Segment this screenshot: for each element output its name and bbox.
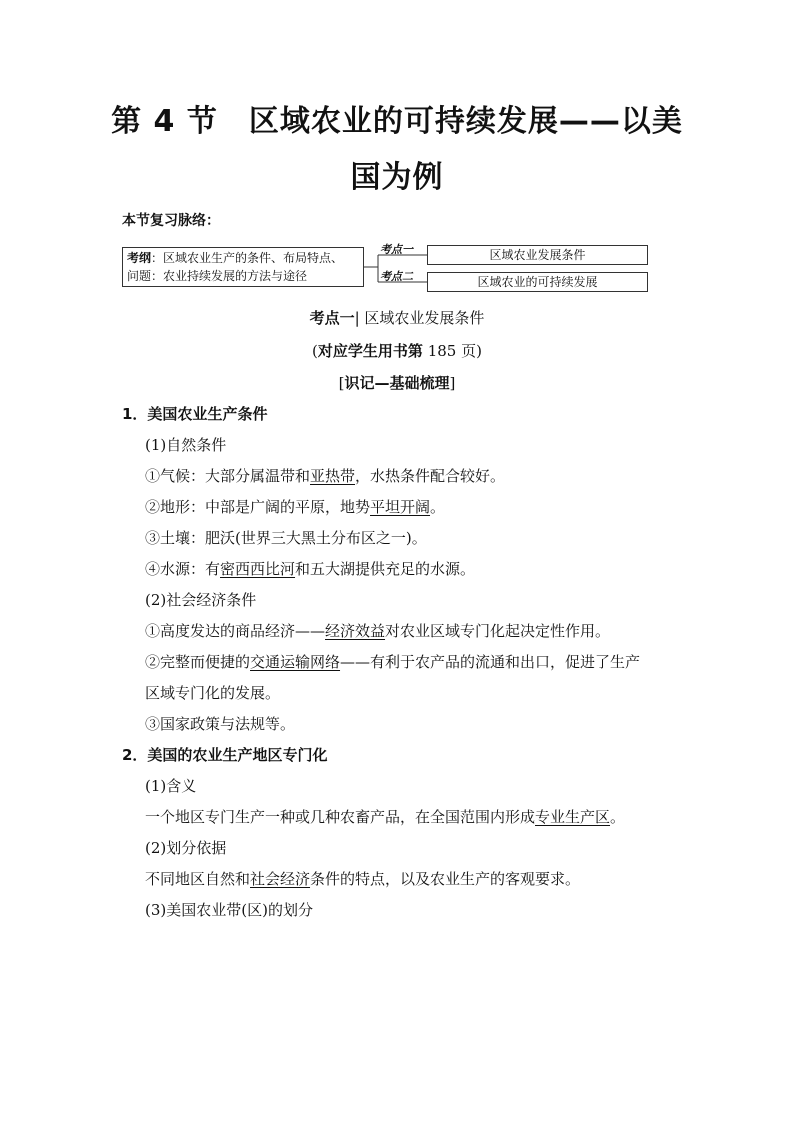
kaodian-2-box: 区域农业的可持续发展 (427, 272, 648, 292)
page-title-line1: 第 4 节 区域农业的可持续发展——以美 (111, 104, 683, 139)
section-tag (0, 372, 794, 393)
ref-close: 页) (461, 342, 482, 360)
item-terrain: ②地形：中部是广阔的平原，地势平坦开阔。 (145, 498, 446, 516)
item-policy: ③国家政策与法规等。 (145, 715, 296, 733)
heading-1: 1．美国农业生产条件 (122, 405, 268, 423)
answer-blank: 交通运输网络 (250, 653, 341, 671)
answer-blank: 平坦开阔 (370, 498, 431, 516)
kaodian-1-box: 区域农业发展条件 (427, 245, 648, 265)
tag-open: [ (338, 374, 345, 392)
subheading-natural: (1)自然条件 (145, 436, 227, 454)
item-transport-cont: 区域专门化的发展。 (145, 684, 281, 702)
item-water: ④水源：有密西西比河和五大湖提供充足的水源。 (145, 560, 476, 578)
ref-page: 185 (422, 342, 462, 360)
section-name: 区域农业发展条件 (359, 309, 485, 327)
syllabus-key: 考纲 (127, 251, 152, 265)
section-label: 考点一 (309, 309, 355, 327)
review-label: 本节复习脉络： (122, 213, 220, 229)
item-basis: 不同地区自然和社会经济条件的特点，以及农业生产的客观要求。 (145, 870, 581, 888)
tag-text: 识记—基础梳理 (344, 374, 450, 392)
tag-close: ] (449, 374, 456, 392)
problem-text: ：农业持续发展的方法与途径 (151, 269, 308, 283)
kaodian-2-label: 考点二 (380, 270, 413, 283)
section-title (0, 307, 794, 328)
kaodian-1-label: 考点一 (380, 243, 413, 256)
subheading-belts: (3)美国农业带(区)的划分 (145, 901, 313, 919)
ref-open: ( (312, 342, 318, 360)
review-diagram (122, 241, 648, 295)
item-climate: ①气候：大部分属温带和亚热带，水热条件配合较好。 (145, 467, 506, 485)
problem-key: 问题 (127, 269, 152, 283)
answer-blank: 社会经济 (250, 870, 311, 888)
subheading-basis: (2)划分依据 (145, 839, 227, 857)
item-soil: ③土壤：肥沃(世界三大黑土分布区之一)。 (145, 529, 427, 547)
subheading-socioeconomic: (2)社会经济条件 (145, 591, 257, 609)
item-meaning: 一个地区专门生产一种或几种农畜产品，在全国范围内形成专业生产区。 (145, 808, 626, 826)
item-transport: ②完整而便捷的交通运输网络——有利于农产品的流通和出口，促进了生产 (145, 653, 641, 671)
subheading-meaning: (1)含义 (145, 777, 197, 795)
syllabus-text: ：区域农业生产的条件、布局特点、 (151, 251, 344, 265)
heading-2: 2．美国的农业生产地区专门化 (122, 746, 328, 764)
item-economy: ①高度发达的商品经济——经济效益对农业区域专门化起决定性作用。 (145, 622, 611, 640)
page-title-line2: 国为例 (350, 160, 444, 195)
answer-blank: 密西西比河 (220, 560, 296, 578)
section-separator: | (354, 309, 360, 327)
answer-blank: 专业生产区 (535, 808, 611, 826)
answer-blank: 经济效益 (325, 622, 386, 640)
ref-text: 对应学生用书第 (317, 342, 423, 360)
section-reference (0, 340, 794, 361)
answer-blank: 亚热带 (310, 467, 356, 485)
syllabus-box (122, 247, 364, 287)
